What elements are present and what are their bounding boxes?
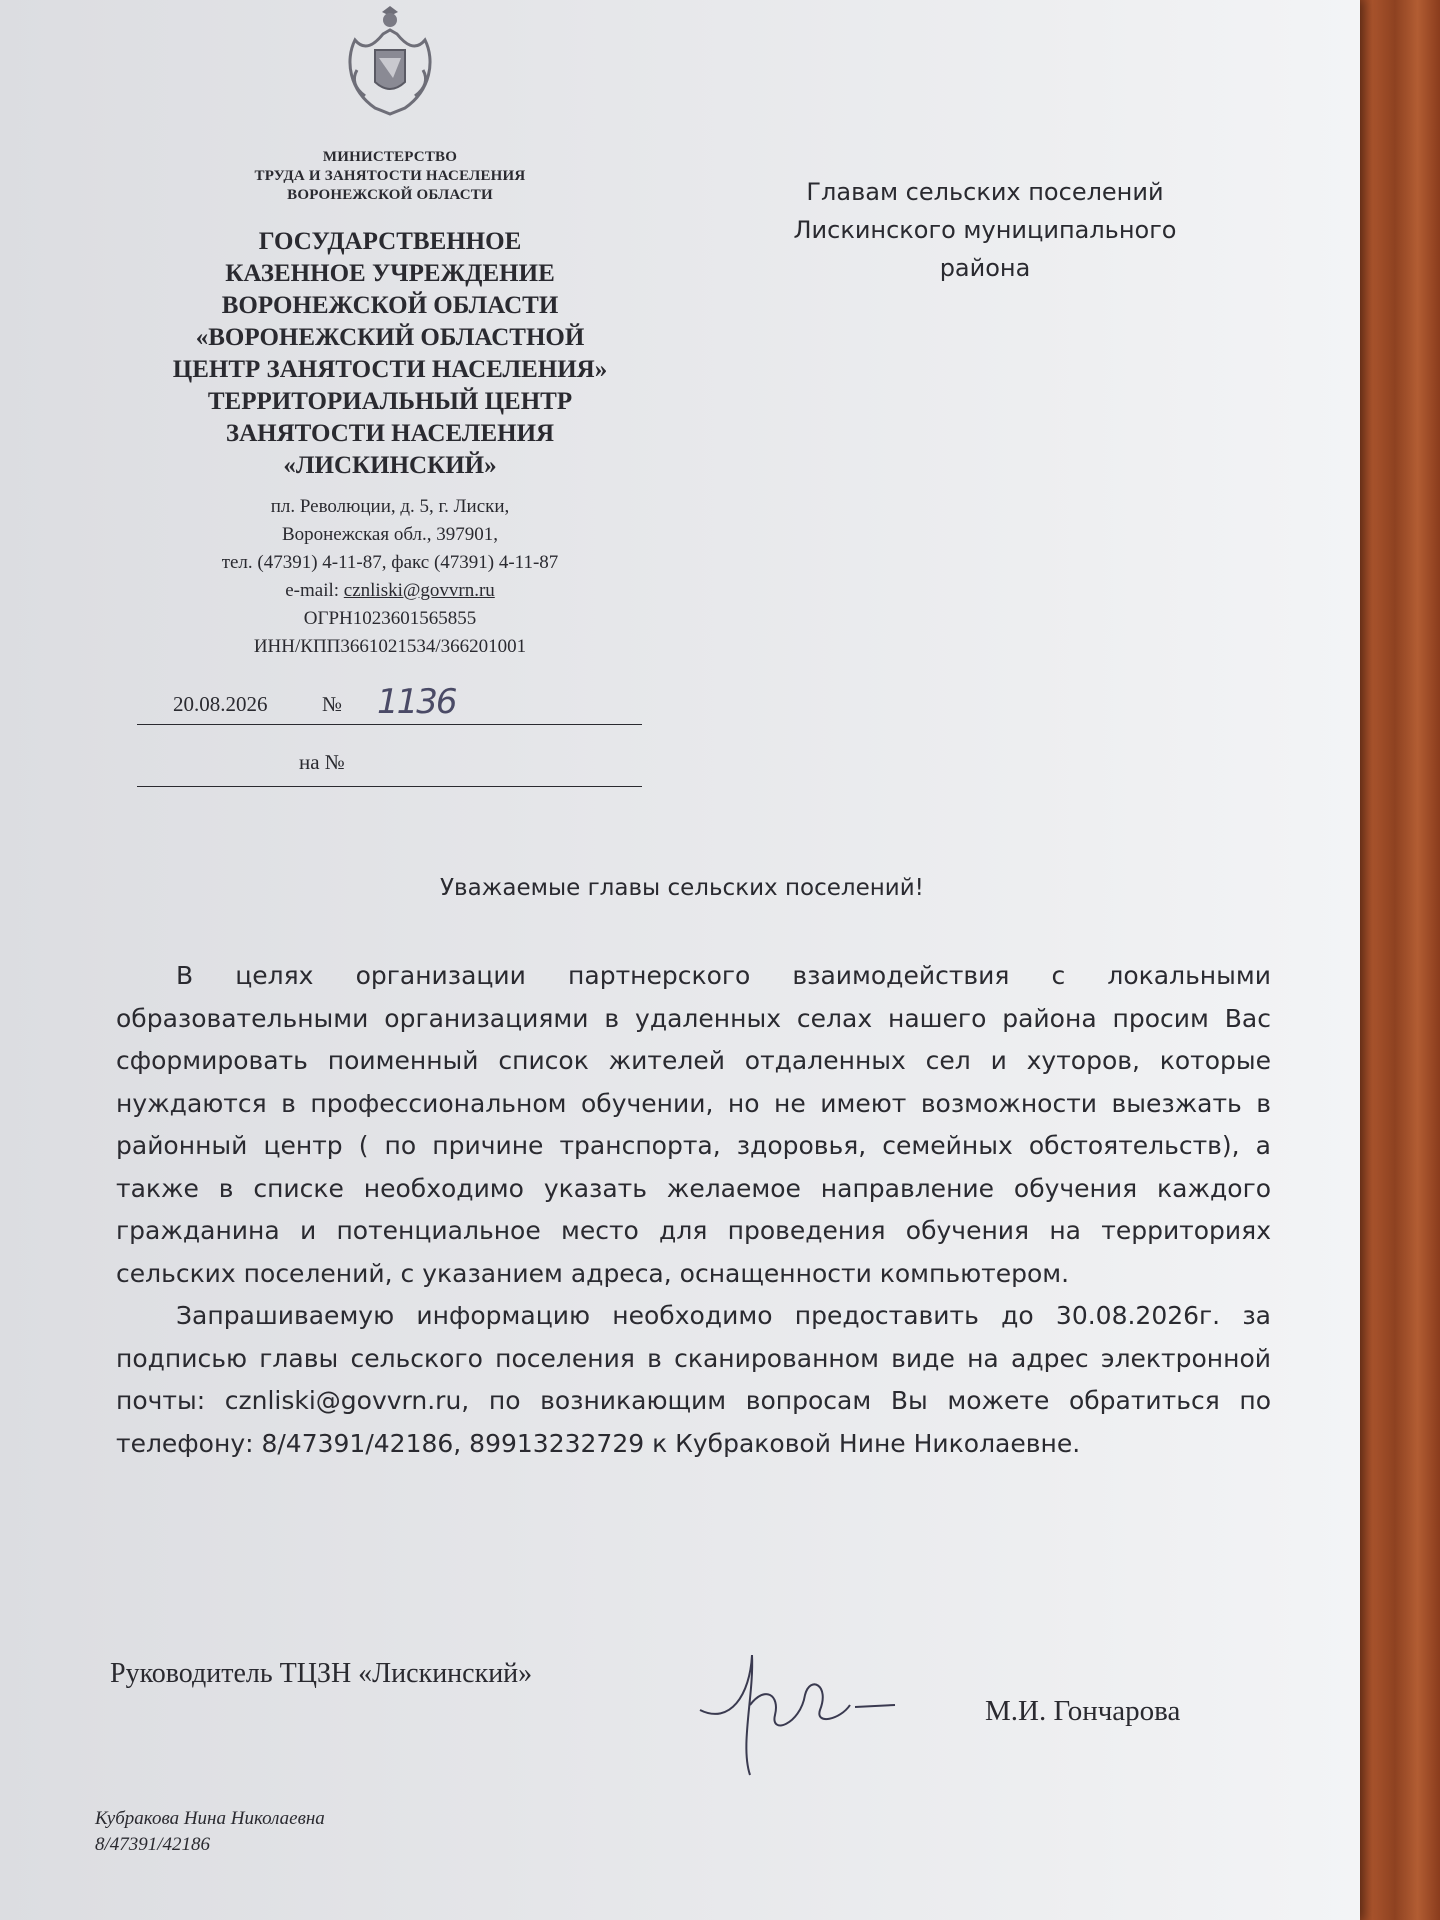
addressee: Главам сельских поселений Лискинского муниципального района: [793, 178, 1177, 282]
address-line-2: Воронежская обл., 397901,: [281, 524, 499, 545]
address-line-1: пл. Революции, д. 5, г. Лиски,: [270, 496, 510, 517]
registration-number: 1136: [377, 682, 456, 722]
registration-line: [137, 682, 642, 725]
number-label: №: [322, 692, 343, 716]
inn-kpp: ИНН/КПП3661021534/366201001: [253, 636, 527, 657]
letter-date: 20.08.2026: [173, 692, 268, 716]
agency-name: ГОСУДАРСТВЕННОЕ КАЗЕННОЕ УЧРЕЖДЕНИЕ ВОРОНЕЖСКОЙ ОБЛАСТИ «ВОРОНЕЖСКИЙ ОБЛАСТНОЙ ЦЕНТР ЗАНЯТОСТИ НАСЕЛЕНИЯ» ТЕРРИТОРИАЛЬНЫЙ ЦЕНТР ЗАНЯТОСТИ НАСЕЛЕНИЯ «ЛИСКИНСКИЙ»: [172, 228, 608, 479]
email-line: [130, 577, 650, 605]
wooden-table-edge: [1350, 0, 1440, 1920]
handwritten-signature: [690, 1635, 910, 1785]
body-paragraph-1: В целях организации партнерского взаимодействия с локальными образовательными организациями в удаленных селах нашего района просим Вас сформировать поименный список жителей отдаленных сел и хуторов, которые нуждаются в профессиональном обучении, но не имеют возможности выезжать в районный центр ( по причине транспорта, здоровья, семейных обстоятельств), а также в списке необходимо указать желаемое направление обучения каждого гражданина и потенциальное место для проведения обучения на территориях сельских поселений, с указанием адреса, оснащенности компьютером.: [116, 961, 1271, 1288]
ogrn: ОГРН1023601565855: [303, 608, 477, 629]
letter-body: [116, 955, 1271, 1465]
signatory-title: Руководитель ТЦЗН «Лискинский»: [110, 1658, 533, 1689]
reference-label: на №: [299, 750, 345, 774]
executor-name: Кубракова Нина Николаевна: [95, 1808, 325, 1829]
executor-info: [95, 1806, 325, 1858]
agency-contacts: [130, 493, 650, 661]
email-link[interactable]: cznliski@govvrn.ru: [343, 580, 495, 601]
reference-line: [137, 750, 642, 787]
greeting: Уважаемые главы сельских поселений!: [440, 875, 924, 901]
coat-of-arms-emblem: [335, 0, 445, 118]
phone-fax-line: тел. (47391) 4-11-87, факс (47391) 4-11-87: [221, 552, 559, 573]
email-label: e-mail:: [285, 580, 344, 601]
executor-phone: 8/47391/42186: [95, 1834, 211, 1855]
signatory-name: М.И. Гончарова: [985, 1695, 1181, 1727]
body-paragraph-2: Запрашиваемую информацию необходимо предоставить до 30.08.2026г. за подписью главы сельского поселения в сканированном виде на адрес электронной почты: cznliski@govvrn.ru, по возникающим вопросам Вы можете обратиться по телефону: 8/47391/42186, 89913232729 к Кубраковой Нине Николаевне.: [116, 1301, 1271, 1458]
ministry-name: МИНИСТЕРСТВО ТРУДА И ЗАНЯТОСТИ НАСЕЛЕНИЯ ВОРОНЕЖСКОЙ ОБЛАСТИ: [254, 149, 526, 203]
